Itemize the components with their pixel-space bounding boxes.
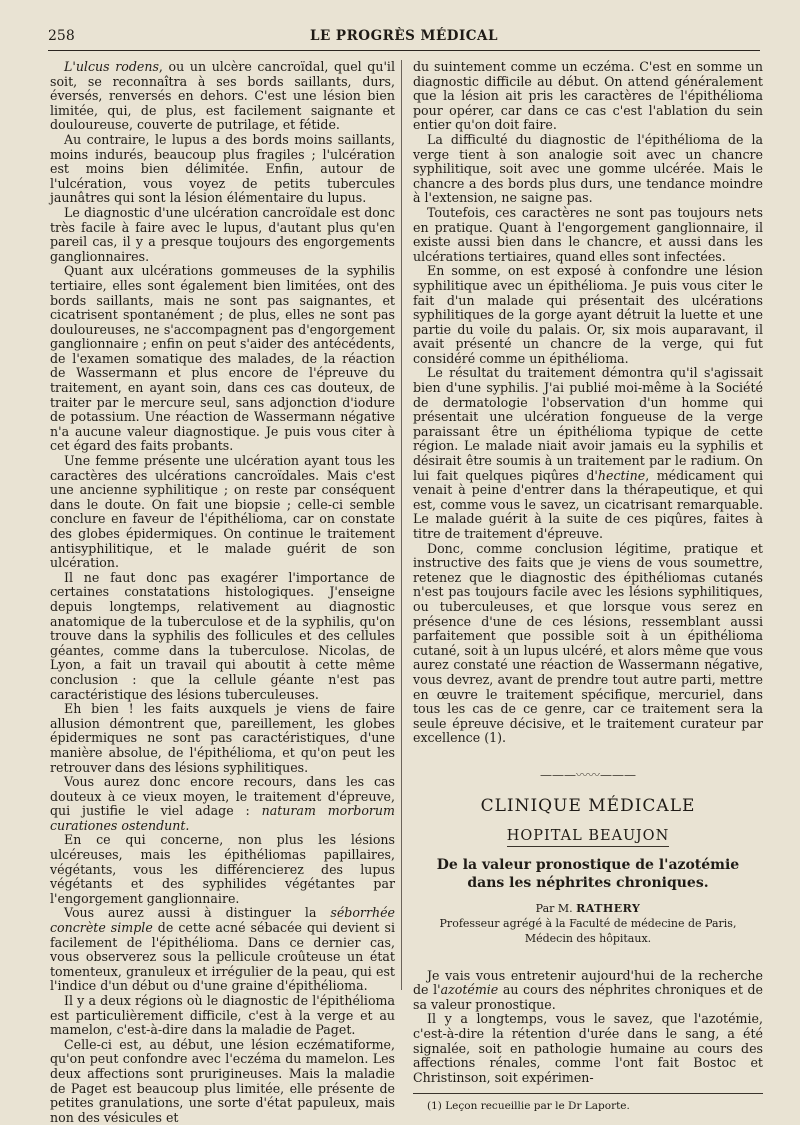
paragraph: du suintement comme un eczéma. C'est en somme un diagnostic difficile au début. On attend généralement que la lésion ait pris les caractères de l'épithélioma pour opérer, car dans ce cas c'est l'ablation du sein entier qu'on doit faire.	[413, 59, 763, 133]
paragraph: Une femme présente une ulcération ayant tous les caractères des ulcérations cancroïdales. Mais c'est une ancienne syphilitique ; on reste par conséquent dans le doute. On fait une biopsie ; celle-ci semble conclure en faveur de l'épithélioma, car on constate des globes épidermiques. On continue le traitement antisyphilitique, et le malade guérit de son ulcération.	[50, 453, 395, 571]
author-affiliation: Professeur agrégé à la Faculté de médecine de Paris,	[439, 916, 737, 930]
paragraph: Donc, comme conclusion légitime, pratique et instructive des faits que je viens de vous soumettre, retenez que le diagnostic des épithéliomas cutanés n'est pas toujours facile avec les lésions syphilitiques, ou tuberculeuses, et que lorsque vous serez en présence d'une de ces lésions, ressemblant aussi parfaitement que possible soit à un épithélioma cutané, soit à un lupus ulcéré, et alors même que vous aurez constaté une réaction de Wassermann négative, vous devrez, avant de prendre tout autre parti, mettre en œuvre le traitement spécifique, mercuriel, dans tous les cas de ce genre, car ce traitement sera la seule épreuve décisive, et le traitement curateur par excellence (1).	[413, 540, 763, 746]
author-position: Médecin des hôpitaux.	[524, 931, 652, 945]
column-divider	[401, 60, 402, 990]
paragraph: Il y a longtemps, vous le savez, que l'azotémie, c'est-à-dire la rétention d'urée dans le sang, a été signalée, soit en pathologie humaine au cours des affections rénales, comme l'ont fait Bostoc et Christinson, soit expérimen-	[413, 1011, 763, 1085]
paragraph: Il y a deux régions où le diagnostic de l'épithélioma est particulièrement difficile, c'est à la verge et au mamelon, c'est-à-dire dans la maladie de Paget.	[50, 993, 395, 1038]
paragraph: En somme, on est exposé à confondre une lésion syphilitique avec un épithélioma. Je puis vous citer le fait d'un malade qui présentait des ulcérations syphilitiques de la gorge ayant détruit la luette et une partie du voile du palais. Or, six mois auparavant, il avait présenté un chancre de la verge, qui fut considéré comme un épithélioma.	[413, 263, 763, 366]
emphasis: séborrhée concrète simple	[50, 905, 395, 936]
journal-title: LE PROGRÈS MÉDICAL	[309, 28, 499, 44]
article-title: De la valeur pronostique de l'azotémie dans les néphrites chroniques.	[436, 856, 740, 891]
paragraph: Celle-ci est, au début, une lésion eczématiforme, qu'on peut confondre avec l'eczéma du mamelon. Les deux affections sont prurigineuses. Mais la maladie de Paget est beaucoup plus limitée, elle présente de petites granulations, une sorte d'état papuleux, mais non des vésicules et	[50, 1036, 395, 1125]
paragraph: Vous aurez donc encore recours, dans les cas douteux à ce vieux moyen, le traitement d'épreuve, qui justifie le viel adage : naturam morborum curationes ostendunt.	[50, 774, 395, 833]
emphasis: hectine	[597, 467, 646, 483]
paragraph: La difficulté du diagnostic de l'épithélioma de la verge tient à son analogie soit avec un chancre syphilitique, soit avec une gomme ulcérée. Mais le chancre a des bords plus durs, une tendance moindre à l'extension, ne saigne pas.	[413, 131, 763, 206]
paragraph: Je vais vous entretenir aujourd'hui de la recherche de l'azotémie au cours des néphrites chroniques et de sa valeur pronostique.	[413, 967, 763, 1012]
latin-quote: naturam morborum curationes ostendunt.	[50, 803, 395, 833]
paragraph: Toutefois, ces caractères ne sont pas toujours nets en pratique. Quant à l'engorgement ganglionnaire, il existe aussi bien dans le chancre, et aussi dans les ulcérations tertiaires, quand elles sont infectées.	[413, 204, 763, 264]
ornamental-divider: ———〰〰———	[539, 767, 636, 782]
emphasis: azotémie	[440, 982, 499, 998]
paragraph: Le résultat du traitement démontra qu'il s'agissait bien d'une syphilis. J'ai publié moi-même à la Société de dermatologie l'observation d'un homme qui présentait une ulcération fongueuse de la verge paraissant être un épithélioma typique de cette région. Le malade niait avoir jamais eu la syphilis et désirait être soumis à un traitement par le radium. On lui fait quelques piqûres d'hectine, médicament qui venait à peine d'entrer dans la thérapeutique, et qui est, comme vous le savez, un cicatrisant remarquable. Le malade guérit à la suite de ces piqûres, faites à titre de traitement d'épreuve.	[413, 365, 764, 541]
author-name: RATHERY	[576, 901, 641, 915]
footnote-rule	[413, 1093, 763, 1094]
paragraph: Au contraire, le lupus a des bords moins saillants, moins indurés, beaucoup plus fragiles ; l'ulcération est moins bien délimitée. Enfin, autour de l'ulcération, vous voyez de petits tubercules jaunâtres qui sont la lésion élémentaire du lupus.	[50, 131, 395, 206]
right-column	[413, 60, 763, 1112]
left-column	[50, 60, 395, 1125]
subsection-title: HOPITAL BEAUJON	[413, 829, 763, 844]
paragraph: Vous aurez aussi à distinguer la séborrhée concrète simple de cette acné sébacée qui devient si facilement de l'épithélioma. Dans ce dernier cas, vous observerez sous la pellicule croûteuse un état tomenteux, granuleux et irrégulier de la peau, qui est l'indice d'un début ou d'une graine d'épithélioma.	[50, 905, 395, 994]
byline: Par M. RATHERY	[535, 901, 641, 915]
paragraph: Il ne faut donc pas exagérer l'importance de certaines constatations histologiques. J'enseigne depuis longtemps, relativement au diagnostic anatomique de la tuberculose et de la syphilis, qu'on trouve dans la syphilis des follicules et des cellules géantes, comme dans la tuberculose. Nicolas, de Lyon, a fait un travail qui aboutit à cette même conclusion : que la cellule géante n'est pas caractéristique des lésions tuberculeuses.	[50, 569, 395, 702]
section-title: CLINIQUE MÉDICALE	[480, 795, 696, 816]
paragraph: En ce qui concerne, non plus les lésions ulcéreuses, mais les épithéliomas papillaires, végétants, vous les différencierez des lupus végétants et des syphilides végétantes par l'engorgement ganglionnaire.	[50, 832, 395, 906]
paragraph: Le diagnostic d'une ulcération cancroïdale est donc très facile à faire avec le lupus, d'autant plus qu'en pareil cas, il y a presque toujours des engorgements ganglionnaires.	[50, 204, 395, 264]
footnote: (1) Leçon recueillie par le Dr Laporte.	[427, 1100, 630, 1113]
page-number: 258	[48, 28, 75, 44]
paragraph: L'ulcus rodens, ou un ulcère cancroïdal, quel qu'il soit, se reconnaîtra à ses bords saillants, durs, éversés, renversés en dehors. C'est une lésion bien limitée, qui, de plus, est facilement saignante et douloureuse, couverte de putrilage, et fétide.	[50, 59, 395, 133]
page-header	[48, 28, 760, 51]
paragraph: Eh bien ! les faits auxquels je viens de faire allusion démontrent que, pareillement, les globes épidermiques ne sont pas caractéristiques, d'une manière absolue, de l'épithélioma, et qu'on peut les retrouver dans des lésions syphilitiques.	[50, 701, 395, 775]
paragraph: Quant aux ulcérations gommeuses de la syphilis tertiaire, elles sont également bien limitées, ont des bords saillants, mais ne sont pas saignantes, et cicatrisent spontanément ; de plus, elles ne sont pas douloureuses, ne s'accompagnent pas d'engorgement ganglionnaire ; enfin on peut s'aider des antécédents, de l'examen somatique des malades, de la réaction de Wassermann et plus encore de l'épreuve du traitement, en ayant soin, dans ces cas douteux, de traiter par le mercure seul, sans adjonction d'iodure de potassium. Une réaction de Wassermann négative n'a aucune valeur diagnostique. Je puis vous citer à cet égard des faits probants.	[50, 263, 395, 454]
emphasis: L'ulcus rodens	[64, 59, 159, 74]
